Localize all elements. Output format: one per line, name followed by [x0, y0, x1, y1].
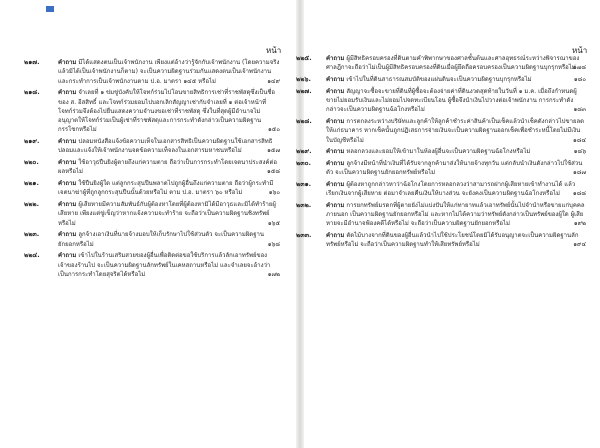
entry-text: การยกทรัพย์มรดกที่ผู้ตายยังไม่แบ่งปันให้แก่ทายาทแล้วเอาทรัพย์นั้นไปจำนำหรือขายแก่บุคคลภายนอก เป็นความผิดฐานยักยอกหรือไม่ และหากไม่ได้ความว่าทรัพย์ดังกล่าวเป็นทรัพย์ของผู้ใด ผู้เสียหายจะมีอำนาจฟ้องคดีได้หรือไม่ จะถือว่าเป็นความผิดฐานยักยอกหรือไม่: [326, 201, 585, 228]
toc-entry: [0, 200, 296, 228]
entry-text: มีได้แสดงตนเป็นเจ้าพนักงาน เพียงแต่อ้างว่ารู้จักกับเจ้าพนักงาน (โดยความจริงแล้วมิได้เป็นเจ้าพนักงานก็ตาม) จะเป็นความผิดฐานร่วมกันแสดงตนเป็นเจ้าพนักงานและกระทำการเป็นเจ้าพนักงานตาม ป.อ. มาตรา ๑๔๕ หรือไม่: [58, 59, 280, 85]
right-page: [296, 0, 600, 448]
toc-entry: [296, 200, 600, 229]
entry-keyword: คำถาม: [326, 55, 345, 62]
toc-entry: [0, 88, 296, 134]
toc-entry: [0, 137, 296, 156]
entry-text: ใช้ปืนยิงผู้ใด แต่ลูกกระสุนปืนพลาดไปถูกผู้อื่นถึงแก่ความตาย ถือว่าผู้กระทำมีเจตนาฆ่าผู้ที่ถูกลูกกระสุนปืนนั้นด้วยหรือไม่ ตาม ป.อ. มาตรา ๖๐ หรือไม่: [58, 180, 274, 197]
entry-text: ผู้ต้องหาถูกกล่าวหาว่าฉ้อโกงโดยการหลอกลวงว่าสามารถฝากผู้เสียหายเข้าทำงานได้ แล้วเรียกเงินจากผู้เสียหาย ต่อมาจำเลยคืนเงินให้บางส่วน จะยังคงเป็นความผิดฐานฉ้อโกงหรือไม่: [326, 180, 576, 198]
left-page: [0, 0, 296, 448]
corner-tab-mark: [46, 6, 54, 12]
entry-page-number: ๑๘๔: [573, 136, 586, 144]
entry-text: สัญญาจะซื้อจะขายที่ดินที่ผู้ซื้อจะต้องจ่ายค่าที่ดินงวดสุดท้ายในวันที่ ๑ ม.ค. เมื่อถึงกำหนดผู้ขายไม่ยอมรับเงินและไม่ยอมไปจดทะเบียนโอน ผู้ซื้อจึงนำเงินไปวางต่อเจ้าพนักงาน การกระทำดังกล่าวจะเป็นความผิดฐานฉ้อโกงหรือไม่: [326, 87, 577, 114]
entry-page-number: ๑๘๗: [573, 169, 586, 177]
entry-number: ๒๑๘.: [24, 88, 40, 97]
entry-number: ๒๒๒.: [24, 200, 40, 209]
entry-keyword: คำถาม: [58, 180, 77, 188]
entry-keyword: คำถาม: [58, 89, 77, 97]
toc-entry: [296, 86, 600, 115]
entry-keyword: คำถาม: [326, 148, 345, 156]
toc-entry: [0, 58, 296, 86]
entry-page-number: ๑๘๖: [573, 148, 586, 156]
entry-text: ปลอมหนังสือแจ้งข้อความเท็จในเอกสารสิทธิเป็นความผิดฐานใช้เอกสารสิทธิปลอมและแจ้งให้เจ้าพนักงานจดข้อความเท็จลงในเอกสารมหาชนหรือไม่: [58, 138, 273, 155]
entry-keyword: คำถาม: [58, 201, 77, 209]
entry-page-number: ๑๕๗: [267, 147, 280, 155]
entry-page-number: ๑๖๐: [268, 189, 280, 197]
left-entries: [0, 58, 296, 282]
entry-page-number: ๑๗๒: [267, 270, 280, 278]
toc-entry: [0, 230, 296, 249]
toc-entry: [0, 179, 296, 198]
toc-entry: [296, 54, 600, 73]
entry-page-number: ๑๘๓: [573, 106, 586, 114]
entry-text: การตกลงระหว่างบริษัทและลูกค้าให้ลูกค้าชำระค่าสินค้าเป็นเช็คแล้วนำเช็คดังกล่าวไปขายลดให้แก่ธนาคาร หากเช็คนั้นถูกปฏิเสธการจ่ายเงินจะเป็นความผิดฐานออกเช็คเพื่อชำระหนี้โดยไม่มีเงินในบัญชีหรือไม่: [326, 117, 585, 144]
entry-text: เข้าไปในร้านเสริมสวยของผู้อื่นเพื่อติดต่อขอใช้บริการแล้วลักเอาทรัพย์ของเจ้าของร้านไป จะเป็นความผิดฐานลักทรัพย์ในเคหสถานหรือไม่ และจำเลยจะอ้างว่าเป็นการกระทำโดยสุจริตได้หรือไม่: [58, 252, 271, 278]
entry-number: ๒๑๗.: [24, 58, 40, 66]
entry-page-number: ๑๖๘: [267, 240, 280, 248]
entry-number: ๒๓๒.: [296, 200, 312, 209]
entry-page-number: ๑๘๐: [573, 75, 586, 83]
entry-page-number: ๑๙๒: [573, 220, 586, 228]
entry-number: ๒๒๘.: [296, 116, 312, 125]
entry-number: ๒๒๙.: [296, 147, 312, 156]
entry-text: ลูกจ้างเอาเงินที่นายจ้างมอบให้เก็บรักษาไปใช้ส่วนตัว จะเป็นความผิดฐานยักยอกหรือไม่: [58, 231, 264, 248]
toc-entry: [296, 74, 600, 84]
entry-number: ๒๓๑.: [296, 179, 312, 188]
entry-keyword: คำถาม: [58, 59, 77, 66]
entry-keyword: คำถาม: [58, 252, 77, 260]
entry-number: ๒๑๙.: [24, 137, 40, 146]
right-entries: [296, 54, 600, 252]
entry-number: ๒๓๐.: [296, 158, 311, 167]
entry-number: ๒๒๗.: [296, 86, 312, 95]
entry-text: ตัดไม้บางจากที่ดินของผู้อื่นแล้วนำไปใช้ประโยชน์โดยมิได้รับอนุญาตจะเป็นความผิดฐานลักทรัพย์หรือไม่ จะถือว่าเป็นความผิดฐานทำให้เสียทรัพย์หรือไม่: [326, 232, 579, 249]
entry-text: ผู้มีสิทธิครอบครองที่ดินตามคำพิพากษาของศาลชั้นต้นและศาลอุทธรณ์ระหว่างพิจารณาของศาลฎีกาจะถือว่าไม่เป็นผู้มีสิทธิครอบครองที่ดินเมื่อผู้ยึดถือครอบครองเป็นความผิดฐานบุกรุกหรือไม่: [326, 55, 580, 72]
page-column-header: หน้า: [572, 46, 588, 55]
entry-keyword: คำถาม: [58, 231, 77, 239]
entry-keyword: คำถาม: [326, 201, 345, 209]
entry-number: ๒๒๔.: [24, 251, 40, 260]
book-gutter: [296, 0, 304, 448]
entry-page-number: ๑๘๘: [572, 190, 586, 198]
entry-keyword: คำถาม: [326, 75, 345, 83]
entry-keyword: คำถาม: [326, 180, 345, 188]
entry-keyword: คำถาม: [58, 138, 77, 146]
entry-text: ใช้อาวุธปืนยิงผู้ตายถึงแก่ความตาย ถือว่าเป็นการกระทำโดยเจตนาประสงค์ต่อผลหรือไม่: [58, 159, 277, 176]
entry-number: ๒๒๓.: [24, 230, 40, 239]
entry-keyword: คำถาม: [326, 159, 345, 167]
entry-page-number: ๑๗๘: [573, 64, 586, 72]
entry-keyword: คำถาม: [326, 117, 345, 125]
entry-page-number: ๑๕๐: [267, 126, 280, 134]
entry-keyword: คำถาม: [326, 232, 345, 240]
entry-text: เข้าไปในที่ดินสาธารณสมบัติของแผ่นดินจะเป็นความผิดฐานบุกรุกหรือไม่: [346, 75, 532, 83]
entry-text: ลูกจ้างมีหน้าที่นำเงินที่ได้รับจากลูกค้ามาส่งให้นายจ้างทุกวัน แต่กลับนำเงินดังกล่าวไปใช้ส่วนตัว จะเป็นความผิดฐานยักยอกทรัพย์หรือไม่: [326, 159, 583, 177]
toc-entry: [0, 158, 296, 177]
entry-text: ผู้เสียหายมีความสัมพันธ์กับผู้ต้องหาโดยที่ผู้ต้องหามิได้มีอาวุธและมิได้ทำร้ายผู้เสียหาย เพียงแต่ขู่เข็ญว่าหากแจ้งความจะทำร้าย จะถือว่าเป็นความผิดฐานชิงทรัพย์หรือไม่: [58, 201, 276, 227]
entry-number: ๒๒๕.: [296, 54, 312, 62]
entry-number: ๒๒๑.: [24, 179, 39, 188]
entry-number: ๒๒๐.: [24, 158, 39, 167]
toc-entry: [0, 251, 296, 279]
entry-keyword: คำถาม: [58, 159, 77, 167]
toc-entry: [296, 158, 600, 178]
page-column-header: หน้า: [266, 46, 282, 55]
toc-entry: [296, 179, 600, 199]
entry-number: ๒๒๖.: [296, 74, 311, 83]
entry-page-number: ๑๖๕: [267, 219, 280, 227]
toc-entry: [296, 147, 600, 156]
entry-keyword: คำถาม: [326, 87, 345, 95]
entry-text: จำเลยที่ ๑ ข่มขู่บังคับให้โจทก์ร่วมไปโอนขายสิทธิการเช่าที่ราชพัสดุซึ่งเป็นชื่อของ ส. อีสสิทธิ์ และโจทก์ร่วมยอมไปบอกเลิกสัญญาเช่ากับจำเลยที่ ๑ ต่อเจ้าหน้าที่ โจทก์ร่วมจึงต้องไปยื่นแสดงความจำนงขอเช่าที่ราชพัสดุ ซึ่งในที่สุดผู้มีอำนาจไม่อนุญาตให้โจทก์ร่วมเป็นผู้เช่าที่ราชพัสดุและการกระทำดังกล่าวเป็นความผิดฐานกรรโชกหรือไม่: [58, 89, 276, 134]
entry-page-number: ๑๙๔: [573, 241, 586, 249]
toc-entry: [296, 116, 600, 145]
entry-page-number: ๑๕๘: [267, 168, 280, 176]
entry-page-number: ๑๔๙: [267, 77, 280, 85]
entry-number: ๒๓๓.: [296, 231, 312, 240]
entry-text: หลอกลวงและยอมให้เข้ามาในห้องผู้อื่นจะเป็นความผิดฐานฉ้อโกงหรือไม่: [346, 148, 531, 156]
toc-entry: [296, 231, 600, 250]
